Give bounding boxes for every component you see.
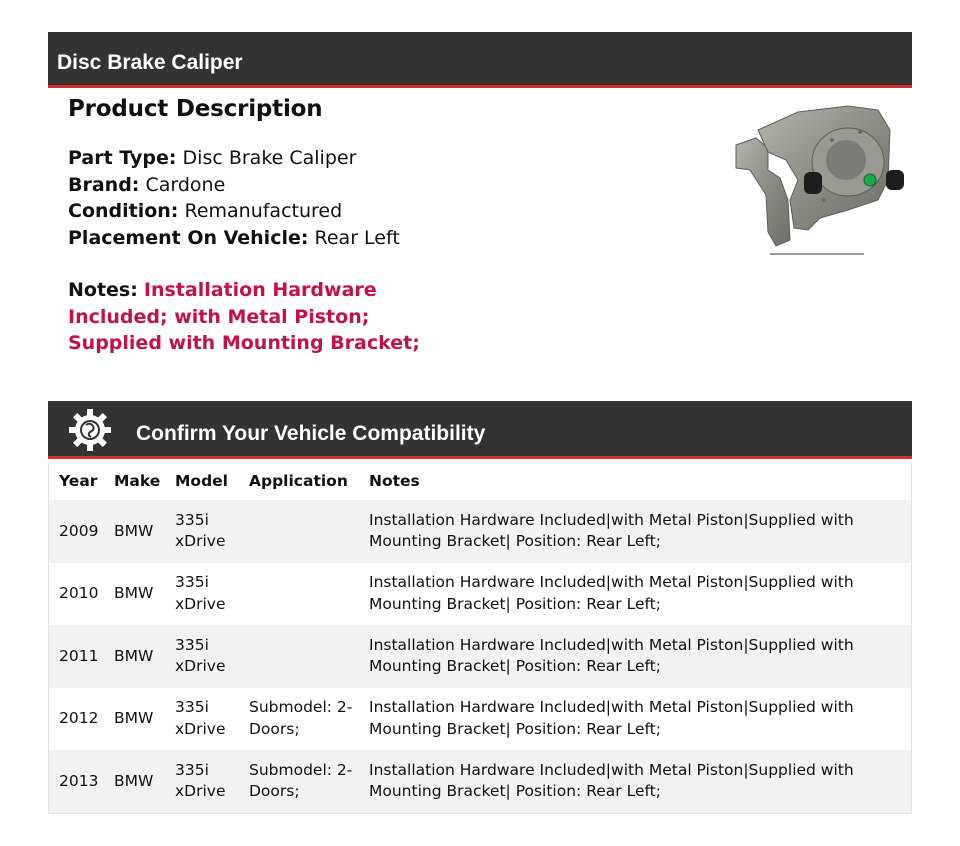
brake-caliper-image: [728, 100, 910, 260]
cell-notes: Installation Hardware Included|with Metal Piston|Supplied with Mounting Bracket| Position: Rear Left;: [369, 635, 854, 676]
compatibility-table: [48, 462, 912, 814]
notes-value: Installation Hardware Included; with Metal Piston; Supplied with Mounting Bracket;: [68, 279, 420, 354]
column-year: Year: [59, 472, 98, 490]
column-application: Application: [249, 472, 348, 490]
cell-model: 335i xDrive: [175, 698, 226, 738]
cell-make: BMW: [114, 709, 154, 727]
cell-year: 2012: [59, 709, 99, 727]
table-row: [49, 750, 911, 813]
product-title-bar: [48, 32, 912, 88]
spec-part-type: Part Type: Disc Brake Caliper: [68, 147, 357, 169]
cell-application: Submodel: 2-Doors;: [249, 698, 353, 738]
table-row: [49, 688, 911, 751]
cell-year: 2011: [59, 646, 99, 665]
column-model: Model: [175, 472, 228, 490]
table-row: [49, 625, 911, 688]
cell-model: 335i xDrive: [175, 635, 226, 676]
cell-model: 335i xDrive: [175, 573, 226, 613]
spec-placement: Placement On Vehicle: Rear Left: [68, 226, 400, 249]
table-header-row: [49, 462, 911, 500]
spec-condition: Condition: Remanufactured: [68, 200, 343, 222]
cell-application: [239, 563, 359, 626]
cell-application: [239, 500, 359, 563]
spec-brand: Brand: Cardone: [68, 173, 226, 196]
cell-make: BMW: [114, 521, 154, 540]
cell-notes: Installation Hardware Included|with Metal Piston|Supplied with Mounting Bracket| Position: Rear Left;: [369, 510, 854, 551]
cell-application: Submodel: 2-Doors;: [249, 760, 353, 801]
column-make: Make: [114, 472, 161, 490]
table-row: [49, 500, 911, 563]
description-heading: Product Description: [68, 96, 323, 122]
compatibility-bar: [48, 401, 912, 459]
product-title: Disc Brake Caliper: [57, 51, 243, 74]
cell-year: 2010: [59, 584, 99, 602]
cell-make: BMW: [114, 771, 154, 790]
spec-list: [68, 145, 708, 251]
gear-icon: [68, 408, 112, 452]
cell-notes: Installation Hardware Included|with Metal Piston|Supplied with Mounting Bracket| Position: Rear Left;: [369, 760, 854, 801]
cell-application: [239, 625, 359, 688]
cell-notes: Installation Hardware Included|with Metal Piston|Supplied with Mounting Bracket| Position: Rear Left;: [369, 698, 854, 738]
notes-label: Notes:: [68, 279, 138, 301]
cell-model: 335i xDrive: [175, 760, 226, 801]
product-description: [68, 96, 708, 357]
product-notes: [68, 277, 448, 357]
cell-notes: Installation Hardware Included|with Metal Piston|Supplied with Mounting Bracket| Position: Rear Left;: [369, 573, 854, 613]
cell-make: BMW: [114, 646, 154, 665]
cell-model: 335i xDrive: [175, 510, 226, 551]
compatibility-title: Confirm Your Vehicle Compatibility: [136, 422, 486, 445]
table-row: [49, 563, 911, 626]
cell-year: 2009: [59, 521, 99, 540]
cell-year: 2013: [59, 771, 99, 790]
column-notes: Notes: [369, 472, 420, 490]
cell-make: BMW: [114, 584, 154, 602]
